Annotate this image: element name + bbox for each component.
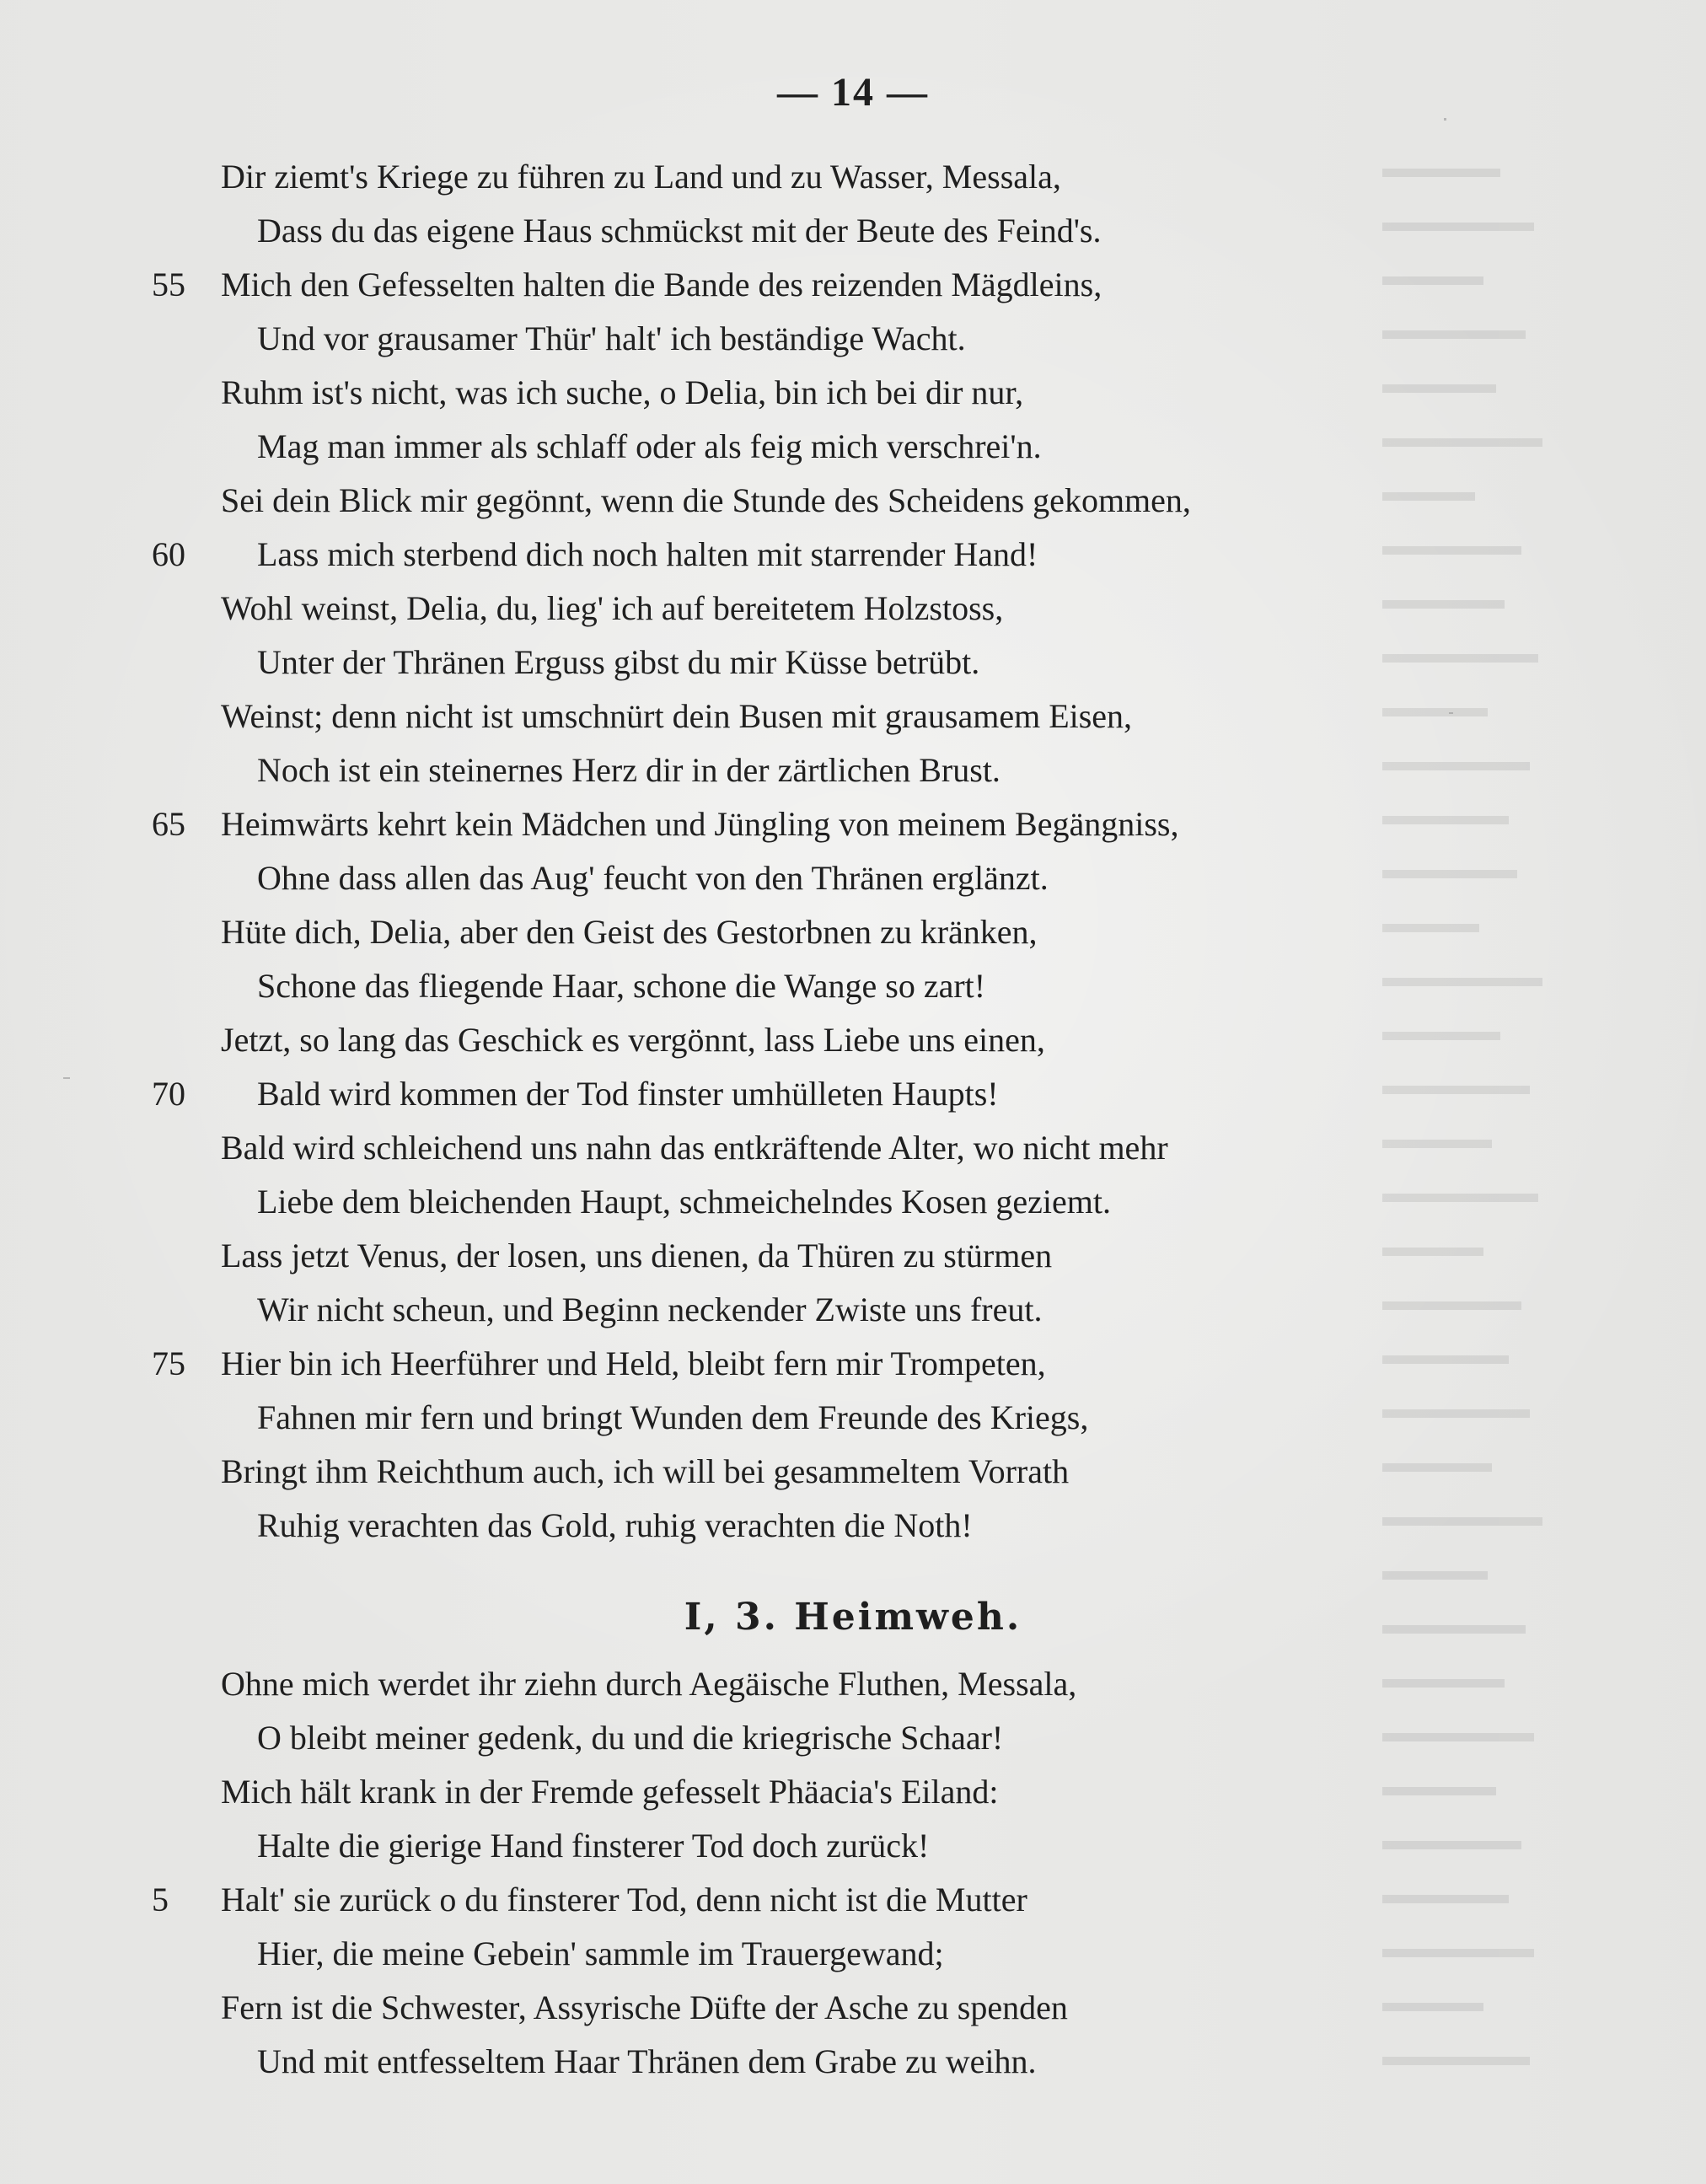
poem-line	[0, 1337, 1706, 1391]
line-number: 5	[152, 1881, 169, 1918]
verse-text: Halt' sie zurück o du finsterer Tod, denn nicht ist die Mutter	[221, 1881, 1027, 1918]
page-number: — 14 —	[777, 70, 929, 115]
verse-text: Mag man immer als schlaff oder als feig mich verschrei'n.	[257, 427, 1042, 465]
poem-line	[0, 366, 1706, 420]
poem-line	[0, 1873, 1706, 1927]
poem-line	[0, 528, 1706, 582]
verse-text: Dass du das eigene Haus schmückst mit der Beute des Feind's.	[257, 212, 1102, 250]
verse-text: O bleibt meiner gedenk, du und die kriegrische Schaar!	[257, 1719, 1004, 1757]
poem-line	[0, 1819, 1706, 1873]
verse-text: Sei dein Blick mir gegönnt, wenn die Stunde des Scheidens gekommen,	[221, 481, 1191, 519]
poem-line	[0, 1657, 1706, 1711]
poem-line	[0, 905, 1706, 959]
poem-line	[0, 312, 1706, 366]
poem-line	[0, 1391, 1706, 1445]
verse-text: Bringt ihm Reichthum auch, ich will bei gesammeltem Vorrath	[221, 1452, 1070, 1490]
verse-text: Fahnen mir fern und bringt Wunden dem Freunde des Kriegs,	[257, 1398, 1089, 1436]
verse-text: Bald wird schleichend uns nahn das entkräftende Alter, wo nicht mehr	[221, 1129, 1168, 1167]
verse-text: Wir nicht scheun, und Beginn neckender Zwiste uns freut.	[257, 1291, 1043, 1328]
verse-text: Ruhig verachten das Gold, ruhig verachten die Noth!	[257, 1506, 973, 1544]
line-number: 60	[152, 535, 185, 573]
verse-text: Liebe dem bleichenden Haupt, schmeichelndes Kosen geziemt.	[257, 1183, 1111, 1221]
poem-line	[0, 1445, 1706, 1499]
poem-line	[0, 959, 1706, 1013]
verse-text: Lass jetzt Venus, der losen, uns dienen, da Thüren zu stürmen	[221, 1237, 1053, 1274]
line-number: 75	[152, 1344, 185, 1382]
verse-text: Hier bin ich Heerführer und Held, bleibt fern mir Trompeten,	[221, 1344, 1046, 1382]
poem-line	[0, 797, 1706, 851]
poem-line	[0, 258, 1706, 312]
margin-dot	[1444, 118, 1446, 121]
verse-text: Wohl weinst, Delia, du, lieg' ich auf bereitetem Holzstoss,	[221, 589, 1004, 627]
poem-line	[0, 204, 1706, 258]
line-number: 70	[152, 1075, 185, 1113]
poem-line	[0, 2035, 1706, 2089]
poem-line	[0, 1711, 1706, 1765]
poem-line	[0, 1175, 1706, 1229]
poem-line	[0, 420, 1706, 474]
poem-line	[0, 1013, 1706, 1067]
poem-line	[0, 1121, 1706, 1175]
poem-line	[0, 582, 1706, 636]
poem-line	[0, 150, 1706, 204]
poem-line	[0, 1927, 1706, 1981]
verse-text: Schone das fliegende Haar, schone die Wange so zart!	[257, 967, 986, 1005]
verse-text: Lass mich sterbend dich noch halten mit starrender Hand!	[257, 535, 1038, 573]
verse-text: Noch ist ein steinernes Herz dir in der zärtlichen Brust.	[257, 751, 1001, 789]
verse-text: Dir ziemt's Kriege zu führen zu Land und zu Wasser, Messala,	[221, 158, 1061, 196]
verse-text: Mich den Gefesselten halten die Bande des reizenden Mägdleins,	[221, 266, 1102, 303]
verse-text: Hüte dich, Delia, aber den Geist des Gestorbnen zu kränken,	[221, 913, 1038, 951]
verse-text: Ohne mich werdet ihr ziehn durch Aegäische Fluthen, Messala,	[221, 1665, 1077, 1703]
verse-text: Heimwärts kehrt kein Mädchen und Jüngling von meinem Begängniss,	[221, 805, 1179, 843]
section-heading: I, 3. Heimweh.	[684, 1596, 1022, 1639]
poem-line	[0, 690, 1706, 743]
poem-line	[0, 851, 1706, 905]
verse-text: Halte die gierige Hand finsterer Tod doch zurück!	[257, 1827, 930, 1865]
verse-text: Und mit entfesseltem Haar Thränen dem Grabe zu weihn.	[257, 2042, 1037, 2080]
verse-text: Bald wird kommen der Tod finster umhülleten Haupts!	[257, 1075, 999, 1113]
verse-text: Ohne dass allen das Aug' feucht von den Thränen erglänzt.	[257, 859, 1049, 897]
poem-line	[0, 636, 1706, 690]
line-number: 55	[152, 266, 185, 303]
verse-text: Mich hält krank in der Fremde gefesselt Phäacia's Eiland:	[221, 1773, 999, 1811]
verse-text: Hier, die meine Gebein' sammle im Trauergewand;	[257, 1934, 944, 1972]
verse-text: Fern ist die Schwester, Assyrische Düfte der Asche zu spenden	[221, 1988, 1068, 2026]
poem-line	[0, 1283, 1706, 1337]
poem-line	[0, 743, 1706, 797]
verse-text: Weinst; denn nicht ist umschnürt dein Busen mit grausamem Eisen,	[221, 697, 1133, 735]
verse-text: Jetzt, so lang das Geschick es vergönnt, lass Liebe uns einen,	[221, 1021, 1045, 1059]
line-number: 65	[152, 805, 185, 843]
poem-line	[0, 1765, 1706, 1819]
verse-text: Und vor grausamer Thür' halt' ich beständige Wacht.	[257, 319, 966, 357]
verse-text: Ruhm ist's nicht, was ich suche, o Delia, bin ich bei dir nur,	[221, 373, 1024, 411]
poem-line	[0, 474, 1706, 528]
verse-text: Unter der Thränen Erguss gibst du mir Küsse betrübt.	[257, 643, 980, 681]
poem-line	[0, 1067, 1706, 1121]
poem-line	[0, 1229, 1706, 1283]
poem-line	[0, 1499, 1706, 1553]
poem-line	[0, 1981, 1706, 2035]
